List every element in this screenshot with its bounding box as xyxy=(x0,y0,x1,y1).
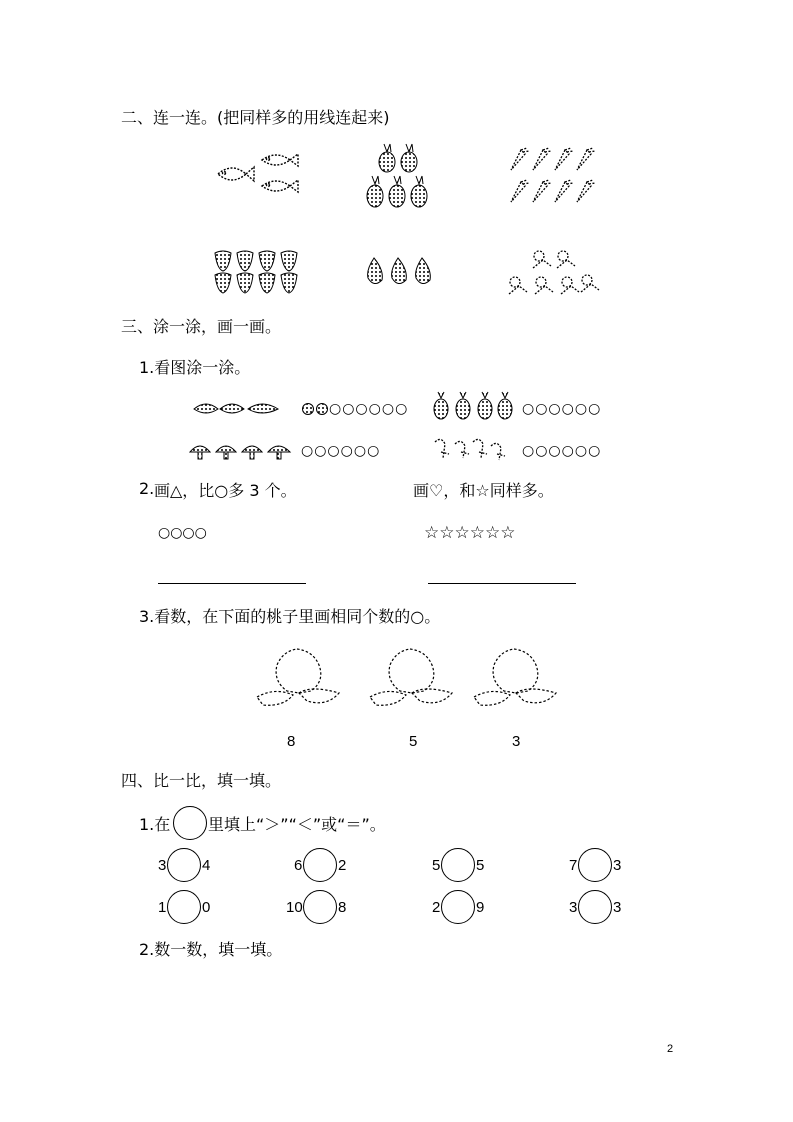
circle-row-1-left[interactable]: ○○○○○○ xyxy=(329,401,409,417)
leaf-group-icon xyxy=(192,399,282,419)
answer-line-hearts[interactable] xyxy=(428,583,576,584)
answer-line-triangles[interactable] xyxy=(158,583,306,584)
q2-number: 2. xyxy=(139,479,155,498)
circle-row-2-left[interactable]: ○○○○○○ xyxy=(301,443,381,459)
compare-answer-circle[interactable] xyxy=(441,890,475,924)
peach-number-1: 8 xyxy=(287,733,296,750)
compare-answer-circle[interactable] xyxy=(303,890,337,924)
bird-group-icon xyxy=(431,434,511,466)
circle-row-2-right[interactable]: ○○○○○○ xyxy=(522,443,602,459)
flower-group-icon xyxy=(503,246,601,300)
compare-left: 7 xyxy=(569,857,578,874)
q4-2-label: 2.数一数，填一填。 xyxy=(139,940,283,959)
peach-outline-icon[interactable] xyxy=(253,645,345,711)
compare-answer-circle[interactable] xyxy=(441,848,475,882)
compare-right: 9 xyxy=(476,899,485,916)
q2-left-instruction: 画△，比○多 3 个。 xyxy=(154,481,297,500)
compare-answer-circle[interactable] xyxy=(303,848,337,882)
peach-number-2: 5 xyxy=(409,733,418,750)
compare-right: 8 xyxy=(338,899,347,916)
q2-given-stars: ☆☆☆☆☆☆ xyxy=(424,523,516,543)
compare-right: 3 xyxy=(613,857,622,874)
compare-left: 10 xyxy=(286,899,303,916)
peach-outline-icon[interactable] xyxy=(470,645,562,711)
q2-right-instruction: 画♡，和☆同样多。 xyxy=(413,481,554,500)
q2-given-circles: ○○○○ xyxy=(158,525,207,541)
pineapple-row-icon xyxy=(431,392,517,422)
mushroom-group-icon xyxy=(188,440,294,462)
example-answer-circle xyxy=(173,806,207,840)
compare-right: 4 xyxy=(202,857,211,874)
compare-right: 5 xyxy=(476,857,485,874)
section2-title: 二、连一连。(把同样多的用线连起来) xyxy=(121,108,390,127)
carrot-group-icon xyxy=(503,144,601,210)
compare-left: 3 xyxy=(158,857,167,874)
q4-1-prefix: 1.在 xyxy=(139,815,171,834)
section3-title: 三、涂一涂，画一画。 xyxy=(121,317,282,336)
section4-title: 四、比一比，填一填。 xyxy=(121,771,282,790)
fish-group-icon xyxy=(212,146,304,200)
compare-answer-circle[interactable] xyxy=(578,890,612,924)
compare-left: 6 xyxy=(294,857,303,874)
peach-number-3: 3 xyxy=(512,733,521,750)
q3-label: 3.看数，在下面的桃子里画相同个数的○。 xyxy=(139,607,441,626)
compare-right: 3 xyxy=(613,899,622,916)
compare-left: 3 xyxy=(569,899,578,916)
q4-1-instruction: 里填上“＞”“＜”或“＝”。 xyxy=(208,815,386,834)
compare-answer-circle[interactable] xyxy=(167,848,201,882)
compare-right: 2 xyxy=(338,857,347,874)
compare-left: 5 xyxy=(432,857,441,874)
compare-answer-circle[interactable] xyxy=(578,848,612,882)
compare-left: 2 xyxy=(432,899,441,916)
compare-answer-circle[interactable] xyxy=(167,890,201,924)
pineapple-group-icon xyxy=(364,142,434,210)
page-number: 2 xyxy=(667,1043,674,1055)
compare-left: 1 xyxy=(158,899,167,916)
compare-right: 0 xyxy=(202,899,211,916)
peach-outline-icon[interactable] xyxy=(366,645,458,711)
strawberry-group-icon xyxy=(211,249,303,297)
q1-label: 1.看图涂一涂。 xyxy=(139,358,251,377)
circle-row-1-right[interactable]: ○○○○○○ xyxy=(522,401,602,417)
pear-group-icon xyxy=(362,254,440,290)
